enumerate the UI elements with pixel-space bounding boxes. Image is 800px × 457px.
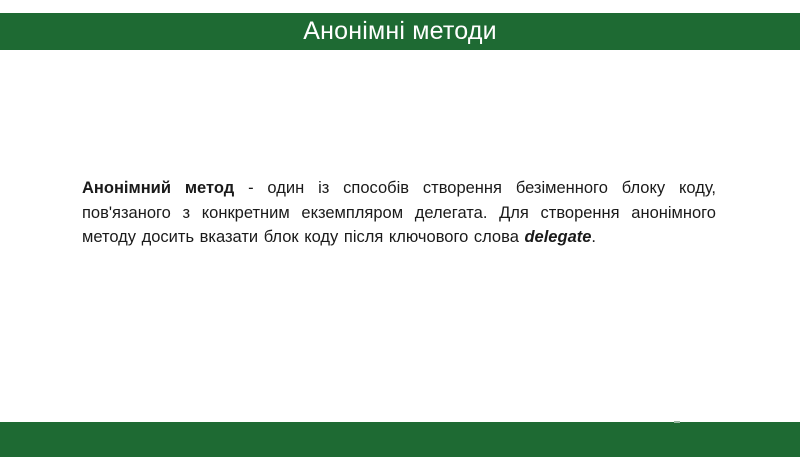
slide-title-bar (0, 13, 800, 50)
slide-title: Анонімні методи (303, 17, 497, 45)
term-text: Анонімний метод (82, 179, 235, 197)
slide-body-paragraph (82, 176, 716, 250)
keyword-text: delegate (524, 228, 592, 246)
definition-text: - один із способів створення безіменного блоку коду, пов'язаного з конкретним екземпляром делегата. Для створення анонімного методу досить вказати блок коду після ключового слова (82, 179, 716, 246)
slide-footer-bar (0, 422, 800, 457)
paragraph-end-text: . (591, 228, 597, 246)
footer-decorative-mark (674, 421, 680, 423)
